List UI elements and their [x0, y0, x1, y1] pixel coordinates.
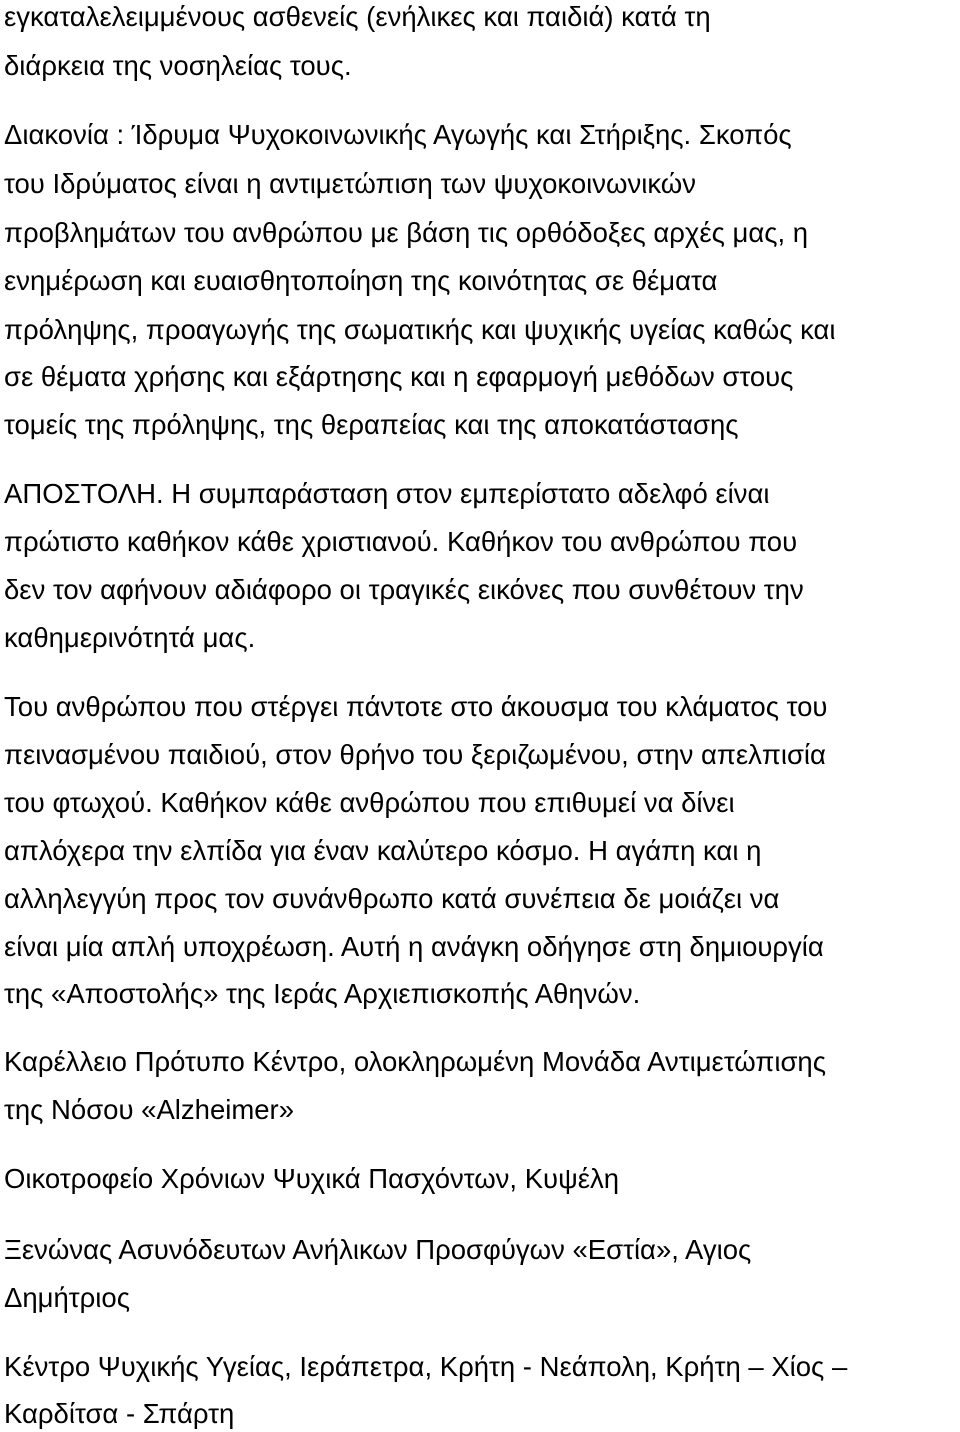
text-line: Διακονία : Ίδρυμα Ψυχοκοινωνικής Αγωγής και Στήριξης. Σκοπός [4, 119, 792, 150]
text-line: Καρδίτσα - Σπάρτη [4, 1398, 235, 1429]
text-line: Καρέλλειο Πρότυπο Κέντρο, ολοκληρωμένη Μονάδα Αντιμετώπισης [4, 1046, 826, 1077]
text-line: της «Αποστολής» της Ιεράς Αρχιεπισκοπής Αθηνών. [4, 978, 641, 1009]
text-line: εγκαταλελειμμένους ασθενείς (ενήλικες και παιδιά) κατά τη [4, 1, 711, 32]
text-line: πρόληψης, προαγωγής της σωματικής και ψυχικής υγείας καθώς και [4, 314, 836, 345]
text-line: σε θέματα χρήσης και εξάρτησης και η εφαρμογή μεθόδων στους [4, 361, 794, 392]
text-line: ΑΠΟΣΤΟΛΗ. Η συμπαράσταση στον εμπερίστατο αδελφό είναι [4, 478, 770, 509]
text-line: ενημέρωση και ευαισθητοποίηση της κοινότητας σε θέματα [4, 265, 718, 296]
text-line: της Νόσου «Alzheimer» [4, 1094, 294, 1125]
text-line: του φτωχού. Καθήκον κάθε ανθρώπου που επιθυμεί να δίνει [4, 787, 735, 818]
text-line: του Ιδρύματος είναι η αντιμετώπιση των ψυχοκοινωνικών [4, 168, 696, 199]
text-line: προβλημάτων του ανθρώπου με βάση τις ορθόδοξες αρχές μας, η [4, 217, 809, 248]
text-line: διάρκεια της νοσηλείας τους. [4, 50, 352, 81]
text-line: τομείς της πρόληψης, της θεραπείας και της αποκατάστασης [4, 409, 739, 440]
text-line: καθημερινότητά μας. [4, 622, 256, 653]
text-line: πεινασμένου παιδιού, στον θρήνο του ξεριζωμένου, στην απελπισία [4, 739, 826, 770]
text-line: πρώτιστο καθήκον κάθε χριστιανού. Καθήκον του ανθρώπου που [4, 526, 798, 557]
text-line: αλληλεγγύη προς τον συνάνθρωπο κατά συνέπεια δε μοιάζει να [4, 883, 780, 914]
text-line: Δημήτριος [4, 1282, 130, 1313]
text-line: Του ανθρώπου που στέργει πάντοτε στο άκουσμα του κλάματος του [4, 691, 828, 722]
text-line: Κέντρο Ψυχικής Υγείας, Ιεράπετρα, Κρήτη - Νεάπολη, Κρήτη – Χίος – [4, 1351, 848, 1382]
text-line: δεν τον αφήνουν αδιάφορο οι τραγικές εικόνες που συνθέτουν την [4, 574, 804, 605]
text-line: απλόχερα την ελπίδα για έναν καλύτερο κόσμο. Η αγάπη και η [4, 835, 762, 866]
text-line: είναι μία απλή υποχρέωση. Αυτή η ανάγκη οδήγησε στη δημιουργία [4, 931, 824, 962]
text-line: Οικοτροφείο Χρόνιων Ψυχικά Πασχόντων, Κυψέλη [4, 1163, 620, 1194]
text-line: Ξενώνας Ασυνόδευτων Ανήλικων Προσφύγων «Εστία», Αγιος [4, 1234, 752, 1265]
